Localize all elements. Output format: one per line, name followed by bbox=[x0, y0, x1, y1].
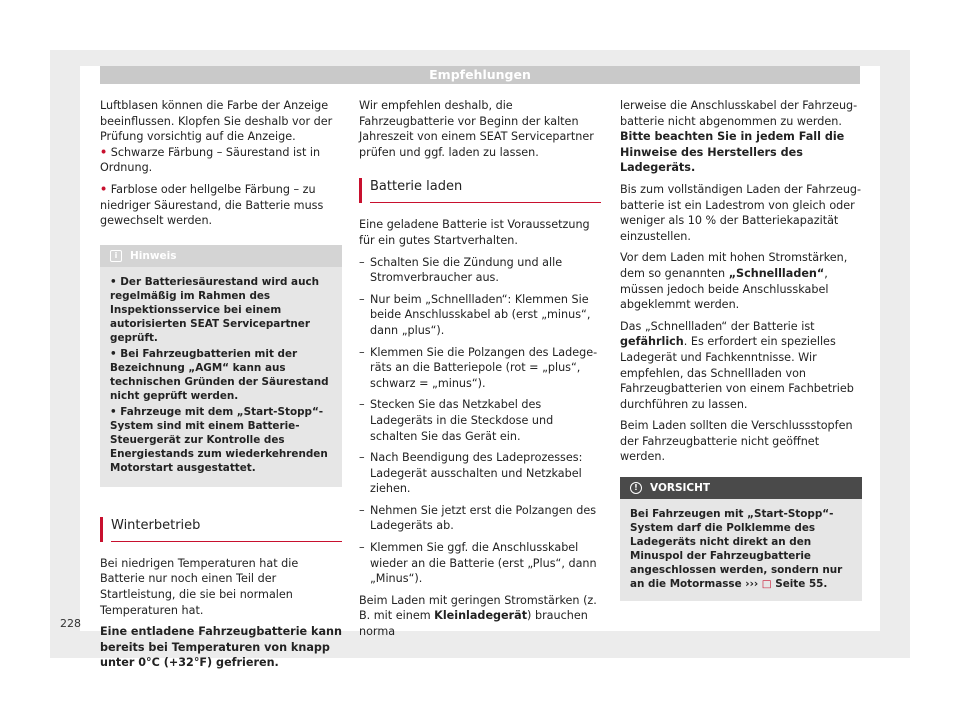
warning-icon: ! bbox=[630, 482, 642, 494]
note-item bbox=[110, 405, 332, 475]
page-header: Empfehlungen bbox=[100, 66, 860, 84]
text-run: ) brauchen norma bbox=[359, 609, 588, 639]
step-item bbox=[359, 255, 601, 286]
paragraph bbox=[620, 319, 862, 413]
bullet-icon: • bbox=[110, 275, 117, 288]
step-text: Schalten Sie die Zündung und alle Stromverbraucher aus. bbox=[370, 255, 563, 285]
step-item bbox=[359, 450, 601, 497]
note-title: Hinweis bbox=[130, 249, 177, 262]
dash-icon: – bbox=[359, 503, 365, 517]
text-run: lerweise die Anschlusskabel der Fahrzeugbatterie nicht abgenommen zu werden. bbox=[620, 99, 858, 128]
text-run-bold: gefährlich bbox=[620, 335, 684, 349]
caution-box bbox=[620, 477, 862, 601]
step-text: Nehmen Sie jetzt erst die Polzangen des Ladegeräts ab. bbox=[370, 503, 597, 533]
section-heading-batterie-laden bbox=[359, 178, 601, 203]
step-item bbox=[359, 345, 601, 392]
dash-icon: – bbox=[359, 292, 365, 306]
paragraph: Luftblasen können die Farbe der Anzeige beeinflussen. Klopfen Sie deshalb vor der Prüfung vorsichtig auf die Anzeige. bbox=[100, 99, 333, 144]
page-reference-link[interactable]: Seite 55. bbox=[775, 578, 828, 591]
text-run: , müssen jedoch beide Anschlusskabel abgeklemmt werden. bbox=[620, 266, 829, 312]
paragraph: Wir empfehlen deshalb, die Fahrzeugbatterie vor Beginn der kalten Jahreszeit von einem SEAT Servicepartner prüfen und ggf. laden zu lassen. bbox=[359, 99, 594, 159]
bullet-icon: • bbox=[110, 405, 117, 418]
text-run: Beim Laden mit geringen Stromstärken (z. B. mit einem bbox=[359, 593, 597, 623]
caution-title: VORSICHT bbox=[650, 482, 711, 495]
caution-text: Bei Fahrzeugen mit „Start-Stopp“-System darf die Polklemme des Ladegeräts nicht direkt an den Minuspol der Fahrzeugbatterie angeschlossen werden, sondern nur an die Motormasse bbox=[630, 508, 843, 591]
note-text: Bei Fahrzeugbatterien mit der Bezeichnung „AGM“ kann aus technischen Gründen der Säurestand nicht geprüft werden. bbox=[110, 347, 329, 402]
bullet-text: Schwarze Färbung – Säurestand ist in Ordnung. bbox=[100, 145, 321, 175]
paragraph bbox=[359, 593, 601, 640]
column-1 bbox=[100, 98, 342, 677]
caution-header bbox=[620, 477, 862, 499]
text-run-bold: Bitte beachten Sie in jedem Fall die Hinweise des Herstellers des Ladegeräts. bbox=[620, 130, 845, 175]
bullet-text: Farblose oder hellgelbe Färbung – zu niedriger Säurestand, die Batterie muss gewechselt werden. bbox=[100, 182, 324, 228]
paragraph: Beim Laden sollten die Verschlussstopfen der Fahrzeugbatterie nicht geöffnet werden. bbox=[620, 419, 853, 464]
reference-arrows: ››› bbox=[745, 578, 759, 591]
paragraph-bold: Eine entladene Fahrzeugbatterie kann bereits bei Temperaturen von knapp unter 0°C (+32°F) gefrieren. bbox=[100, 625, 342, 670]
step-item bbox=[359, 397, 601, 444]
paragraph bbox=[620, 250, 862, 312]
bullet-item bbox=[100, 182, 342, 229]
text-run-bold: Kleinladegerät bbox=[434, 609, 528, 623]
step-text: Klemmen Sie ggf. die Anschlusskabel wieder an die Batterie (erst „Plus“, dann „Minus“). bbox=[370, 541, 597, 586]
note-item bbox=[110, 347, 332, 403]
step-item bbox=[359, 540, 601, 587]
dash-icon: – bbox=[359, 541, 365, 555]
note-box bbox=[100, 245, 342, 487]
note-text: Der Batteriesäurestand wird auch regelmäßig im Rahmen des Inspektionsservice bei einem autorisierten SEAT Servicepartner geprüft. bbox=[110, 275, 320, 344]
paragraph: Bei niedrigen Temperaturen hat die Batterie nur noch einen Teil der Startleistung, die sie bei normalen Temperaturen hat. bbox=[100, 556, 299, 617]
note-item bbox=[110, 275, 332, 345]
text-run: Das „Schnellladen“ der Batterie ist bbox=[620, 319, 815, 333]
text-run: . Es erfordert ein spezielles Ladegerät und Fachkenntnisse. Wir empfehlen, das Schnellladen von Fahrzeugbatterien von einem Fachbetrieb durchführen zu lassen. bbox=[620, 335, 854, 411]
dash-icon: – bbox=[359, 255, 365, 269]
section-title: Winterbetrieb bbox=[111, 517, 342, 542]
note-header bbox=[100, 245, 342, 267]
bullet-icon: • bbox=[110, 347, 117, 360]
paragraph: Bis zum vollständigen Laden der Fahrzeugbatterie ist ein Ladestrom von gleich oder weniger als 10 % der Batteriekapazität einzustellen. bbox=[620, 182, 862, 243]
section-heading-winterbetrieb bbox=[100, 517, 342, 542]
column-3 bbox=[620, 98, 862, 601]
column-2 bbox=[359, 98, 601, 646]
step-list bbox=[359, 255, 601, 587]
section-title: Batterie laden bbox=[370, 178, 601, 203]
paragraph bbox=[620, 98, 862, 176]
text-run-bold: „Schnellladen“ bbox=[728, 266, 825, 280]
dash-icon: – bbox=[359, 398, 365, 412]
dash-icon: – bbox=[359, 451, 365, 465]
step-text: Nur beim „Schnellladen“: Klemmen Sie beide Anschlusskabel ab (erst „minus“, dann „plus“). bbox=[370, 292, 591, 337]
text-run: Vor dem Laden mit hohen Stromstärken, dem so genannten bbox=[620, 251, 848, 280]
bullet-icon: • bbox=[100, 145, 108, 159]
caution-body bbox=[620, 499, 862, 601]
bullet-item bbox=[100, 145, 342, 176]
step-text: Stecken Sie das Netzkabel des Ladegeräts in die Steckdose und schalten Sie das Gerät ein. bbox=[370, 398, 554, 443]
info-icon: i bbox=[110, 250, 122, 262]
step-item bbox=[359, 503, 601, 534]
note-body bbox=[100, 267, 342, 487]
step-text: Nach Beendigung des Ladeprozesses: Ladegerät ausschalten und Netzkabel ziehen. bbox=[370, 451, 583, 496]
paragraph: Eine geladene Batterie ist Voraussetzung für ein gutes Startverhalten. bbox=[359, 218, 590, 247]
book-icon: □ bbox=[761, 578, 772, 591]
note-text: Fahrzeuge mit dem „Start-Stopp“-System sind mit einem Batterie-Steuergerät zur Kontrolle des Energiestands zum wiederkehrenden Motorstart ausgestattet. bbox=[110, 405, 328, 474]
step-item bbox=[359, 292, 601, 339]
page-number: 228 bbox=[60, 617, 81, 630]
bullet-icon: • bbox=[100, 182, 108, 196]
dash-icon: – bbox=[359, 345, 365, 359]
step-text: Klemmen Sie die Polzangen des Ladegeräts an die Batteriepole (rot = „plus“, schwarz = „minus“). bbox=[370, 345, 598, 390]
